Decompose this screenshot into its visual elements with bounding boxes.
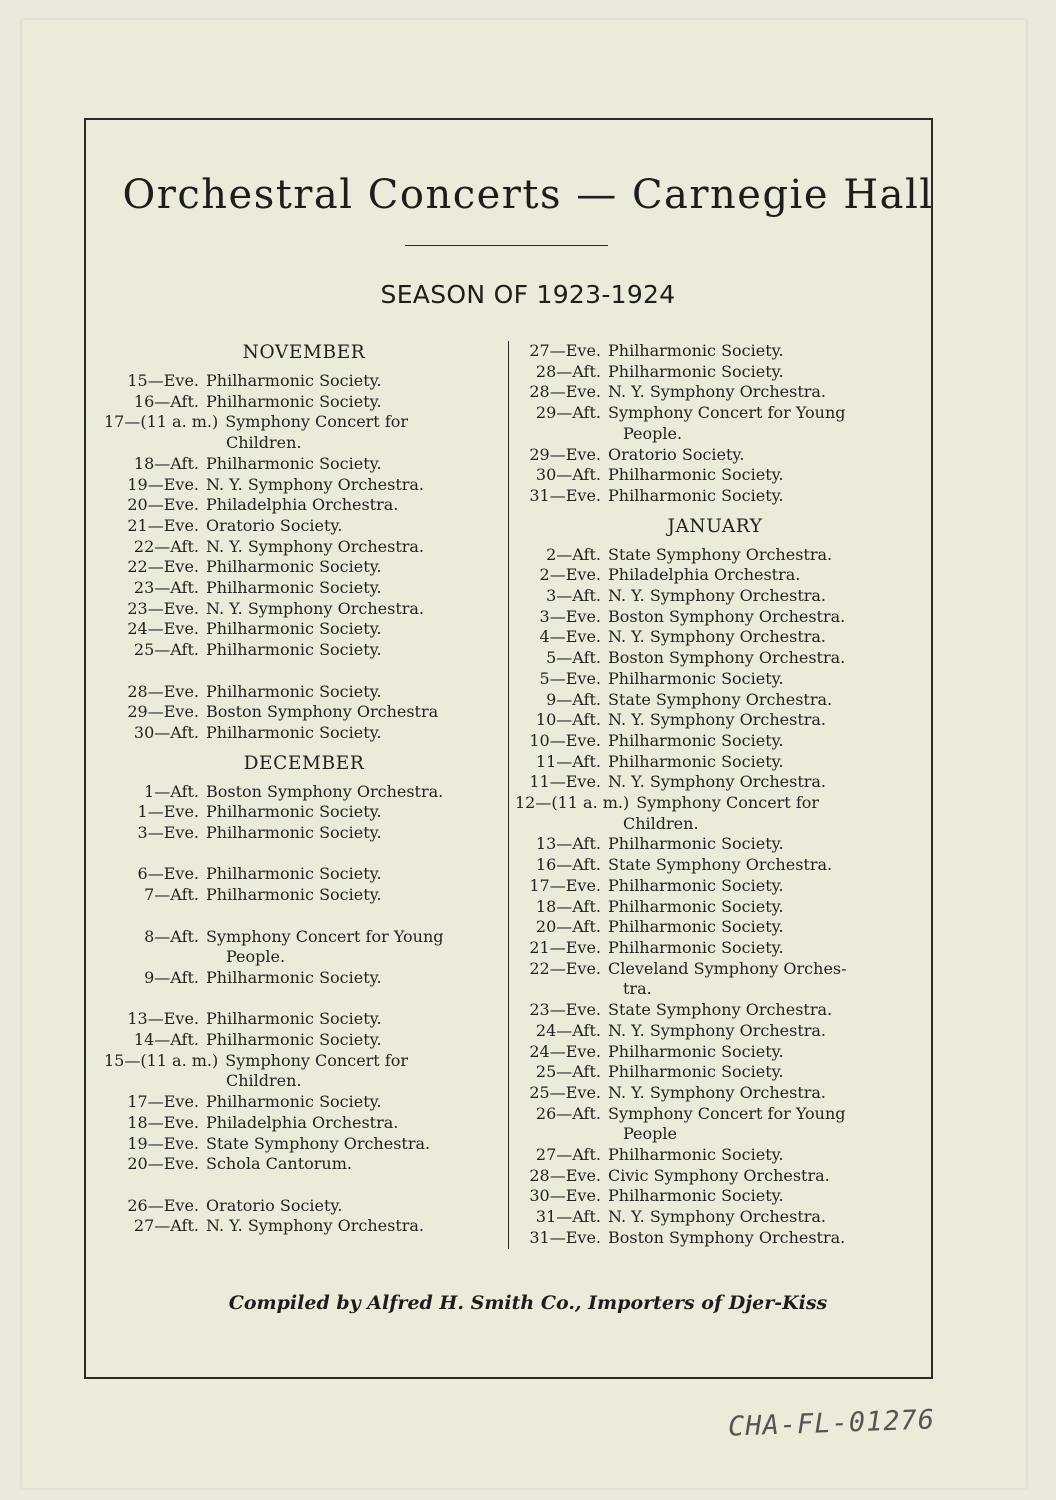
schedule-entry <box>515 445 915 466</box>
title-divider <box>405 245 608 246</box>
entry-date: 19—Eve. <box>127 1133 199 1153</box>
entry-date: 9—Aft. <box>144 967 199 987</box>
schedule-entry <box>515 897 915 918</box>
schedule-entry <box>515 876 915 897</box>
month-heading-november: NOVEMBER <box>242 342 366 363</box>
entry-date: 20—Eve. <box>127 495 199 515</box>
schedule-entry <box>515 1083 915 1104</box>
entry-event: Philharmonic Society. <box>206 619 382 639</box>
entry-date: 28—Eve. <box>127 681 199 701</box>
schedule-entry <box>515 362 915 383</box>
schedule-entry <box>104 1134 504 1155</box>
entry-date: 22—Aft. <box>133 536 199 556</box>
entry-date: 23—Aft. <box>133 578 199 598</box>
entry-date: 11—Eve. <box>529 772 601 792</box>
entry-date: 25—Eve. <box>529 1082 601 1102</box>
entry-date: 26—Aft. <box>535 1103 601 1123</box>
entry-event: Philharmonic Society. <box>608 896 784 916</box>
schedule-entry <box>104 682 504 703</box>
entry-event: N. Y. Symphony Orchestra. <box>608 586 827 606</box>
schedule-entry <box>515 834 915 855</box>
entry-event: Philharmonic Society. <box>206 453 382 473</box>
schedule-entry <box>104 1051 504 1072</box>
entry-date: 10—Aft. <box>535 710 601 730</box>
entry-date: 19—Eve. <box>127 474 199 494</box>
entry-event: Philharmonic Society. <box>608 341 784 360</box>
entry-date: 15—(11 a. m.) <box>104 1050 219 1070</box>
entry-date: 12—(11 a. m.) <box>515 793 630 813</box>
entry-event: Philharmonic Society. <box>608 668 784 688</box>
entry-date: 29—Aft. <box>535 403 601 423</box>
entry-event: Philharmonic Society. <box>206 681 382 701</box>
schedule-entry <box>515 607 915 628</box>
spacer <box>104 1175 504 1196</box>
entry-date: 22—Eve. <box>529 958 601 978</box>
entry-event: N. Y. Symphony Orchestra. <box>608 772 827 792</box>
entry-date: 30—Aft. <box>535 465 601 485</box>
entry-date: 20—Aft. <box>535 917 601 937</box>
entry-date: 6—Eve. <box>137 864 199 884</box>
entry-date: 15—Eve. <box>127 371 199 390</box>
schedule-entry <box>515 690 915 711</box>
schedule-entry <box>104 1009 504 1030</box>
right-column <box>508 341 915 1249</box>
entry-event: N. Y. Symphony Orchestra. <box>608 710 827 730</box>
schedule-entry <box>104 885 504 906</box>
schedule-entry <box>515 586 915 607</box>
entry-event: Philharmonic Society. <box>608 1062 784 1082</box>
schedule-entry <box>104 599 504 620</box>
entry-event: Philharmonic Society. <box>206 640 382 660</box>
entry-event: Philharmonic Society. <box>206 802 382 822</box>
entry-event: Boston Symphony Orchestra. <box>206 781 444 801</box>
schedule-entry <box>515 627 915 648</box>
schedule-entry <box>515 465 915 486</box>
schedule-entry <box>104 968 504 989</box>
entry-date: 17—(11 a. m.) <box>104 412 219 432</box>
schedule-entry <box>104 702 504 723</box>
entry-event: N. Y. Symphony Orchestra. <box>608 1207 827 1227</box>
entry-event: Philharmonic Society. <box>206 557 382 577</box>
left-column <box>104 341 504 1237</box>
schedule-entry <box>515 648 915 669</box>
entry-date: 25—Aft. <box>535 1062 601 1082</box>
schedule-entry <box>104 1092 504 1113</box>
entry-event: N. Y. Symphony Orchestra. <box>206 536 425 556</box>
page-title: Orchestral Concerts — Carnegie Hall <box>122 172 934 218</box>
entry-date: 21—Eve. <box>127 515 199 535</box>
month-heading-december: DECEMBER <box>243 752 365 774</box>
entry-date: 5—Aft. <box>546 648 601 668</box>
entry-event: Boston Symphony Orchestra <box>206 702 439 722</box>
schedule-entry <box>104 392 504 413</box>
schedule-entry <box>104 557 504 578</box>
entry-date: 26—Eve. <box>127 1195 199 1215</box>
schedule-entry <box>104 640 504 661</box>
entry-event: Philharmonic Society. <box>206 371 382 390</box>
entry-event: Philharmonic Society. <box>608 730 784 750</box>
schedule-entry <box>515 545 915 566</box>
schedule-entry <box>104 1196 504 1217</box>
schedule-entry <box>515 1104 915 1125</box>
entry-event: Philadelphia Orchestra. <box>206 495 399 515</box>
entry-event: N. Y. Symphony Orchestra. <box>206 1216 425 1236</box>
entry-event: Philadelphia Orchestra. <box>608 565 801 585</box>
archive-number: CHA-FL-01276 <box>727 1404 936 1443</box>
entry-date: 16—Aft. <box>535 855 601 875</box>
entry-continuation: Children. <box>226 1071 302 1091</box>
entry-date: 22—Eve. <box>127 557 199 577</box>
spacer <box>104 661 504 682</box>
entry-continuation: People. <box>226 947 286 967</box>
entry-event: Oratorio Society. <box>206 1195 343 1215</box>
schedule-entry <box>104 475 504 496</box>
entry-event: State Symphony Orchestra. <box>608 544 833 564</box>
entry-date: 9—Aft. <box>546 689 601 709</box>
entry-date: 24—Aft. <box>535 1020 601 1040</box>
entry-date: 17—Eve. <box>529 875 601 895</box>
entry-continuation: People. <box>623 423 683 443</box>
schedule-entry <box>515 1166 915 1187</box>
month-heading-january: JANUARY <box>667 515 763 537</box>
entry-date: 2—Aft. <box>546 544 601 564</box>
entry-date: 23—Eve. <box>529 1000 601 1020</box>
entry-date: 27—Aft. <box>133 1216 199 1236</box>
entry-event: Philharmonic Society. <box>608 361 784 381</box>
entry-continuation: Children. <box>623 813 699 833</box>
entry-event: Philharmonic Society. <box>206 1009 382 1029</box>
schedule-entry <box>515 959 915 980</box>
entry-date: 18—Aft. <box>535 896 601 916</box>
entry-date: 1—Eve. <box>137 802 199 822</box>
entry-date: 28—Aft. <box>535 361 601 381</box>
schedule-entry <box>515 938 915 959</box>
schedule-entry <box>515 731 915 752</box>
schedule-entry <box>104 495 504 516</box>
entry-event: Philharmonic Society. <box>206 578 382 598</box>
entry-event: Philharmonic Society. <box>206 967 382 987</box>
spacer <box>104 989 504 1010</box>
schedule-entry <box>515 752 915 773</box>
entry-date: 23—Eve. <box>127 598 199 618</box>
entry-event: Philharmonic Society. <box>608 1041 784 1061</box>
entry-event: Schola Cantorum. <box>206 1154 352 1174</box>
entry-date: 28—Eve. <box>529 1165 601 1185</box>
schedule-entry <box>515 1228 915 1249</box>
schedule-entry <box>515 1062 915 1083</box>
entry-event: Symphony Concert for <box>636 793 820 813</box>
entry-event: Symphony Concert for Young <box>608 1103 846 1123</box>
schedule-entry <box>515 565 915 586</box>
entry-date: 29—Eve. <box>127 702 199 722</box>
entry-event: Boston Symphony Orchestra. <box>608 606 846 626</box>
entry-continuation: tra. <box>623 979 652 999</box>
entry-date: 8—Aft. <box>144 926 199 946</box>
entry-event: N. Y. Symphony Orchestra. <box>206 598 425 618</box>
schedule-entry <box>515 1000 915 1021</box>
entry-date: 10—Eve. <box>529 730 601 750</box>
entry-event: Boston Symphony Orchestra. <box>608 1227 846 1247</box>
december-list <box>104 782 504 1237</box>
entry-date: 21—Eve. <box>529 937 601 957</box>
entry-date: 2—Eve. <box>539 565 601 585</box>
schedule-entry <box>515 1207 915 1228</box>
entry-date: 25—Aft. <box>133 640 199 660</box>
entry-date: 17—Eve. <box>127 1092 199 1112</box>
entry-event: Philharmonic Society. <box>608 485 784 505</box>
entry-event: Philharmonic Society. <box>206 1092 382 1112</box>
entry-event: State Symphony Orchestra. <box>608 855 833 875</box>
entry-event: Oratorio Society. <box>206 515 343 535</box>
schedule-entry <box>515 403 915 424</box>
schedule-entry <box>104 454 504 475</box>
entry-event: Boston Symphony Orchestra. <box>608 648 846 668</box>
schedule-entry <box>515 1042 915 1063</box>
entry-event: Philharmonic Society. <box>206 1030 382 1050</box>
schedule-entry <box>104 1113 504 1134</box>
entry-date: 28—Eve. <box>529 382 601 402</box>
entry-event: Oratorio Society. <box>608 444 745 464</box>
entry-event: State Symphony Orchestra. <box>206 1133 431 1153</box>
entry-event: Philharmonic Society. <box>608 917 784 937</box>
entry-event: Cleveland Symphony Orches- <box>608 958 847 978</box>
entry-date: 31—Eve. <box>529 485 601 505</box>
entry-date: 13—Eve. <box>127 1009 199 1029</box>
entry-date: 31—Aft. <box>535 1207 601 1227</box>
entry-event: Philharmonic Society. <box>608 465 784 485</box>
entry-event: N. Y. Symphony Orchestra. <box>608 627 827 647</box>
entry-event: Philharmonic Society. <box>206 864 382 884</box>
december-continued-list <box>515 341 915 507</box>
schedule-entry <box>104 864 504 885</box>
entry-date: 31—Eve. <box>529 1227 601 1247</box>
entry-event: Civic Symphony Orchestra. <box>608 1165 830 1185</box>
entry-date: 5—Eve. <box>539 668 601 688</box>
schedule-entry <box>104 537 504 558</box>
entry-date: 20—Eve. <box>127 1154 199 1174</box>
schedule-entry <box>515 917 915 938</box>
entry-event: N. Y. Symphony Orchestra. <box>608 1082 827 1102</box>
schedule-entry <box>104 1154 504 1175</box>
entry-event: State Symphony Orchestra. <box>608 1000 833 1020</box>
schedule-entry <box>104 1216 504 1237</box>
schedule-entry <box>515 710 915 731</box>
schedule-entry <box>104 802 504 823</box>
entry-date: 30—Aft. <box>133 722 199 742</box>
entry-date: 13—Aft. <box>535 834 601 854</box>
entry-date: 29—Eve. <box>529 444 601 464</box>
schedule-entry <box>515 855 915 876</box>
entry-date: 11—Aft. <box>535 751 601 771</box>
january-list <box>515 545 915 1249</box>
schedule-entry <box>104 412 504 433</box>
schedule-entry <box>104 782 504 803</box>
entry-date: 18—Aft. <box>133 453 199 473</box>
entry-event: Philadelphia Orchestra. <box>206 1112 399 1132</box>
entry-date: 4—Eve. <box>539 627 601 647</box>
entry-event: Philharmonic Society. <box>608 834 784 854</box>
schedule-entry <box>515 772 915 793</box>
entry-event: Philharmonic Society. <box>608 1145 784 1165</box>
entry-date: 14—Aft. <box>133 1030 199 1050</box>
entry-date: 7—Aft. <box>144 885 199 905</box>
schedule-entry <box>515 669 915 690</box>
entry-event: Philharmonic Society. <box>206 885 382 905</box>
entry-event: Symphony Concert for Young <box>206 926 444 946</box>
entry-event: State Symphony Orchestra. <box>608 689 833 709</box>
entry-event: Philharmonic Society. <box>206 823 382 843</box>
entry-date: 3—Aft. <box>546 586 601 606</box>
schedule-entry <box>515 793 915 814</box>
entry-event: Philharmonic Society. <box>206 391 382 411</box>
schedule-entry <box>104 927 504 948</box>
schedule-entry <box>104 516 504 537</box>
entry-event: N. Y. Symphony Orchestra. <box>608 382 827 402</box>
entry-date: 27—Aft. <box>535 1145 601 1165</box>
schedule-entry <box>104 619 504 640</box>
entry-continuation: Children. <box>226 433 302 453</box>
schedule-entry <box>104 823 504 844</box>
entry-event: N. Y. Symphony Orchestra. <box>206 474 425 494</box>
schedule-entry <box>515 341 915 362</box>
entry-date: 18—Eve. <box>127 1112 199 1132</box>
entry-event: Symphony Concert for <box>225 1050 409 1070</box>
schedule-entry <box>515 486 915 507</box>
schedule-entry <box>515 1145 915 1166</box>
spacer <box>104 844 504 865</box>
entry-event: Philharmonic Society. <box>608 937 784 957</box>
schedule-entry <box>104 371 504 392</box>
schedule-entry <box>515 1186 915 1207</box>
entry-event: Philharmonic Society. <box>206 722 382 742</box>
entry-event: Philharmonic Society. <box>608 751 784 771</box>
spacer <box>104 906 504 927</box>
schedule-entry <box>104 578 504 599</box>
entry-date: 27—Eve. <box>529 341 601 360</box>
entry-date: 3—Eve. <box>539 606 601 626</box>
schedule-entry <box>515 1021 915 1042</box>
schedule-entry <box>104 723 504 744</box>
entry-date: 1—Aft. <box>144 781 199 801</box>
entry-date: 3—Eve. <box>137 823 199 843</box>
entry-date: 24—Eve. <box>529 1041 601 1061</box>
season-heading: SEASON OF 1923-1924 <box>380 280 676 309</box>
schedule-entry <box>515 382 915 403</box>
entry-date: 30—Eve. <box>529 1186 601 1206</box>
november-list <box>104 371 504 744</box>
entry-date: 16—Aft. <box>133 391 199 411</box>
entry-continuation: People <box>623 1124 677 1144</box>
footer-credit: Compiled by Alfred H. Smith Co., Importers of Djer-Kiss <box>228 1292 828 1314</box>
entry-event: Philharmonic Society. <box>608 1186 784 1206</box>
entry-date: 24—Eve. <box>127 619 199 639</box>
schedule-entry <box>104 1030 504 1051</box>
entry-event: Symphony Concert for Young <box>608 403 846 423</box>
entry-event: Philharmonic Society. <box>608 875 784 895</box>
entry-event: N. Y. Symphony Orchestra. <box>608 1020 827 1040</box>
entry-event: Symphony Concert for <box>225 412 409 432</box>
